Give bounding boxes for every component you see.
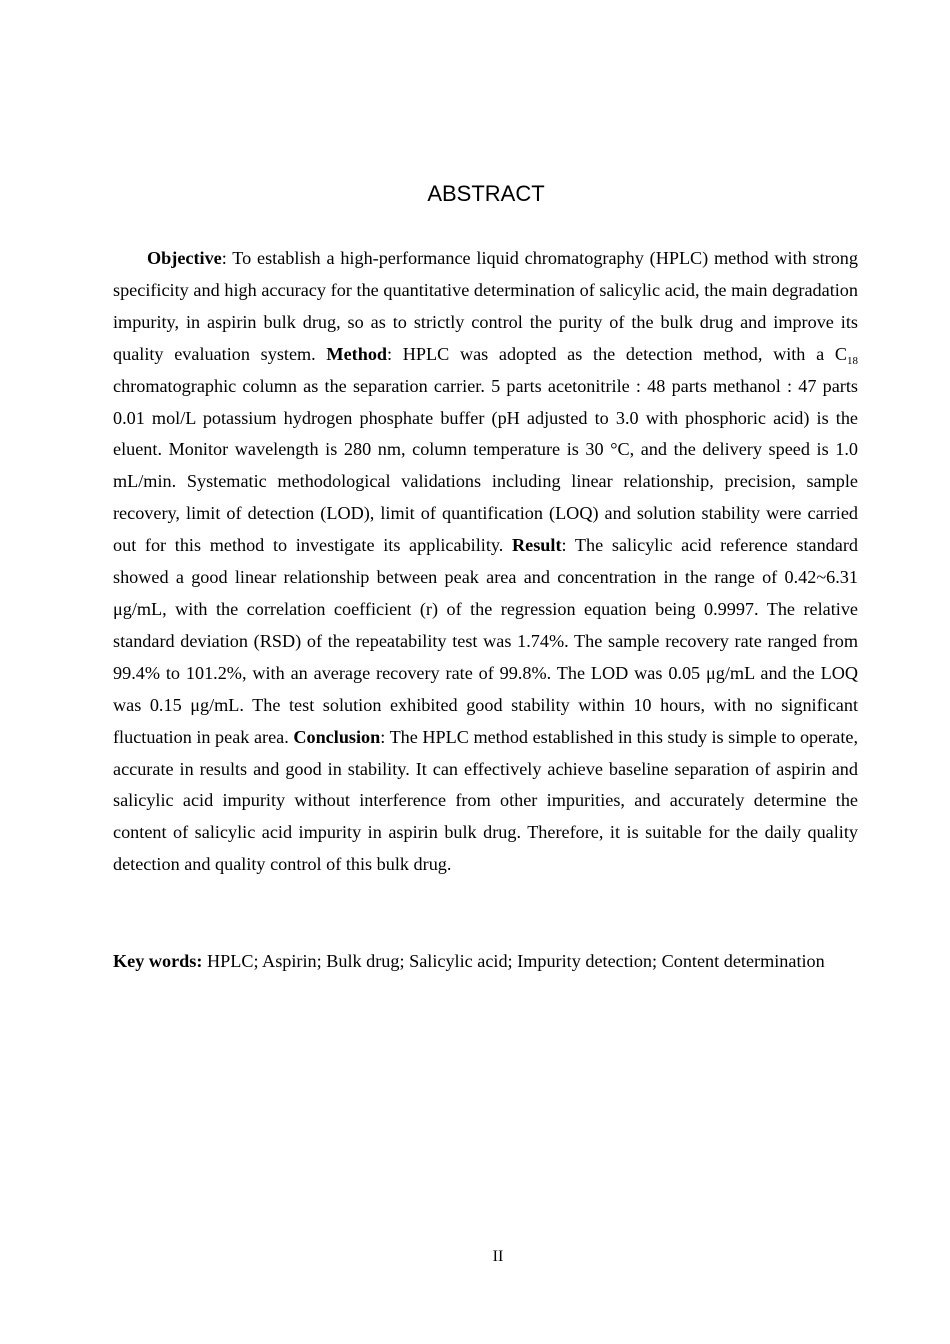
result-text: : The salicylic acid reference standard showed a good linear relationship between peak area and concentration in the range of 0.42~6.31 μg/mL, with the correlation coefficient (r) of the regression equation being 0.9997. The relative standard deviation (RSD) of the repeatability test was 1.74%. The sample recovery rate ranged from 99.4% to 101.2%, with an average recovery rate of 99.8%. The LOD was 0.05 μg/mL and the LOQ was 0.15 μg/mL. The test solution exhibited good stability within 10 hours, with no significant fluctuation in peak area. [113, 535, 858, 747]
keywords-label: Key words: [113, 951, 203, 971]
c18-subscript: 18 [847, 354, 858, 367]
abstract-body [113, 243, 858, 881]
result-label: Result [512, 535, 562, 556]
objective-label: Objective [147, 248, 222, 268]
objective-text: : To establish a high-performance liquid chromatography (HPLC) method with strong specificity and high accuracy for the quantitative determination of salicylic acid, the main degradation impurity, in aspirin bulk drug, so as to strictly control the purity of the bulk drug and improve its quality evaluation system. [113, 248, 858, 364]
method-text-part1: : HPLC was adopted as the detection method, with a C [387, 343, 847, 364]
keywords-section [113, 946, 858, 978]
conclusion-text: : The HPLC method established in this study is simple to operate, accurate in results and good in stability. It can effectively achieve baseline separation of aspirin and salicylic acid impurity without interference from other impurities, and accurately determine the content of salicylic acid impurity in aspirin bulk drug. Therefore, it is suitable for the daily quality detection and quality control of this bulk drug. [113, 726, 858, 875]
method-label: Method [326, 343, 388, 364]
keywords-text: HPLC; Aspirin; Bulk drug; Salicylic acid; Impurity detection; Content determination [202, 951, 825, 971]
abstract-title: ABSTRACT [427, 181, 545, 206]
conclusion-label: Conclusion [293, 726, 381, 747]
page-number: II [492, 1248, 504, 1265]
abstract-paragraph [113, 243, 858, 881]
method-text-part2: chromatographic column as the separation carrier. 5 parts acetonitrile : 48 parts methanol : 47 parts 0.01 mol/L potassium hydrogen phosphate buffer (pH adjusted to 3.0 with phosphoric acid) is the eluent. Monitor wavelength is 280 nm, column temperature is 30 °C, and the delivery speed is 1.0 mL/min. Systematic methodological validations including linear relationship, precision, sample recovery, limit of detection (LOD), limit of quantification (LOQ) and solution stability were carried out for this method to investigate its applicability. [113, 375, 858, 556]
